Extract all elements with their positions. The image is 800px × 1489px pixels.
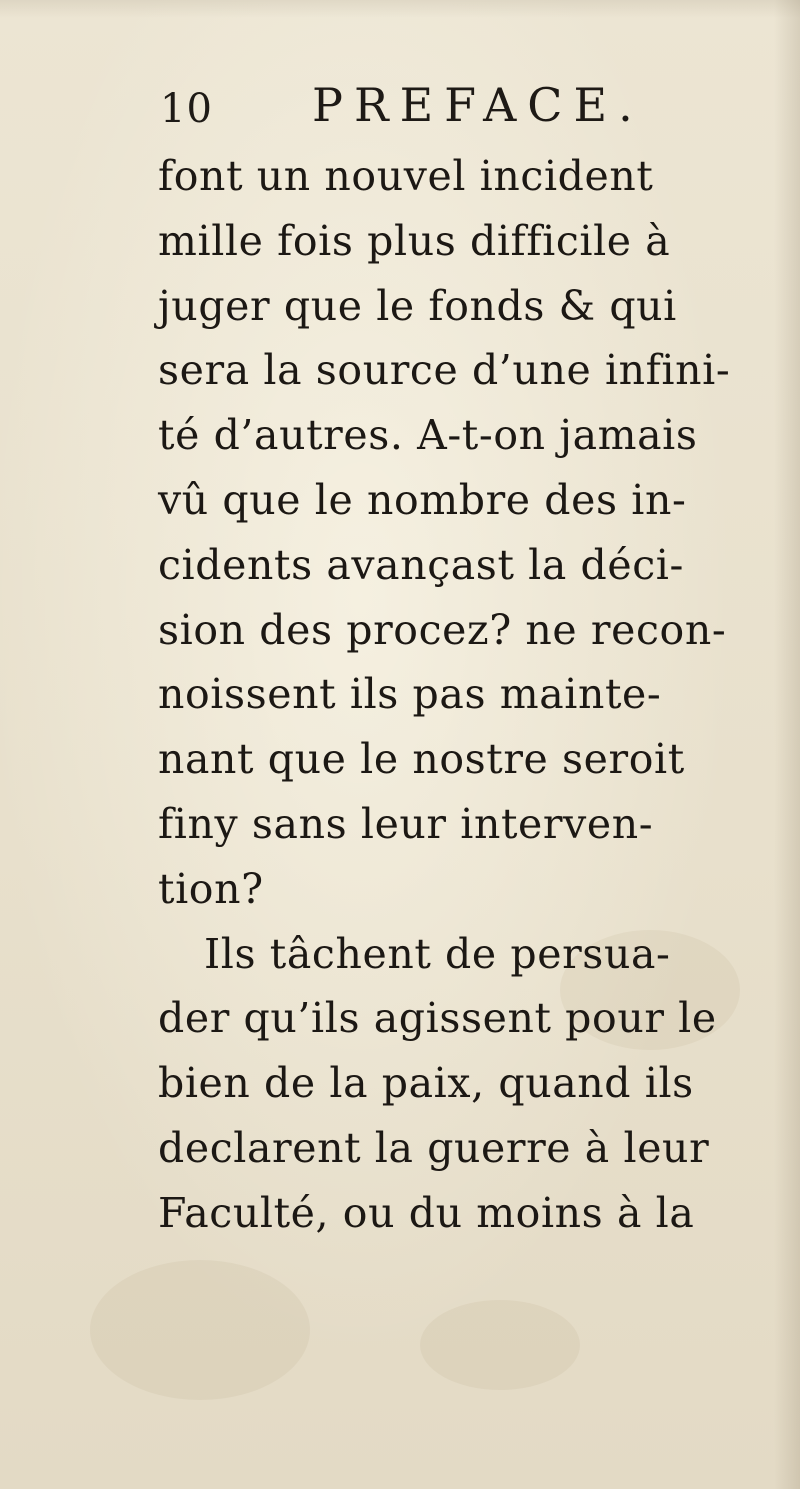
text-line: noissent ils pas mainte-	[158, 670, 662, 719]
text-line: declarent la guerre à leur	[158, 1123, 710, 1172]
paper-stain	[420, 1300, 580, 1390]
text-line: der qu’ils agissent pour le	[158, 994, 717, 1043]
paper-stain	[90, 1260, 310, 1400]
text-line: bien de la paix, quand ils	[158, 1059, 694, 1108]
text-line: Ils tâchent de persua-	[204, 929, 671, 978]
text-line: sera la source d’une infini-	[158, 346, 731, 395]
text-line: font un nouvel incident	[158, 152, 654, 200]
body-text	[158, 144, 788, 1246]
page-number: 10	[160, 86, 213, 132]
text-line: sion des procez? ne recon-	[158, 605, 727, 654]
text-line: Faculté, ou du moins à la	[158, 1188, 695, 1237]
text-line: té d’autres. A-t-on jamais	[158, 411, 698, 460]
text-line: nant que le nostre seroit	[158, 735, 685, 784]
text-line: tion?	[158, 864, 264, 913]
running-head: PREFACE.	[312, 78, 644, 132]
text-line: vû que le nombre des in-	[158, 475, 687, 524]
text-line: mille fois plus difficile à	[158, 216, 671, 265]
text-line: juger que le fonds & qui	[158, 281, 677, 330]
text-line: finy sans leur interven-	[158, 799, 654, 848]
page-shadow-top	[0, 0, 800, 18]
text-line: cidents avançast la déci-	[158, 540, 684, 589]
page-header	[160, 78, 760, 138]
